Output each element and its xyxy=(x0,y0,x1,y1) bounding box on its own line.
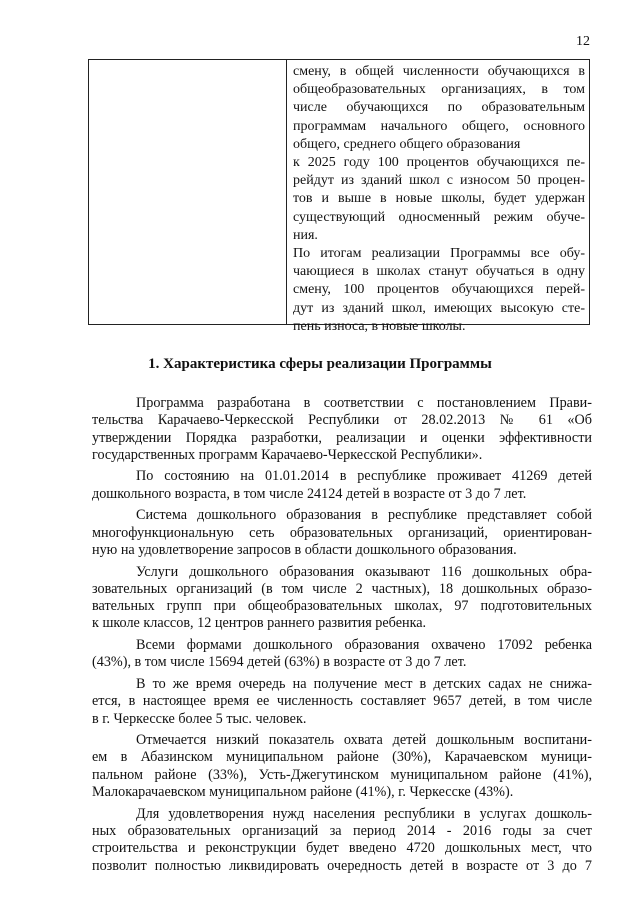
body-line: утверждении Порядка разработки, реализации и оценки эффективности xyxy=(92,429,592,446)
body-line: государственных программ Карачаево-Черкесской Республики». xyxy=(92,446,483,463)
body-line: Всеми формами дошкольного образования охвачено 17092 ребенка xyxy=(136,637,592,654)
body-paragraph xyxy=(92,637,592,672)
table-cell-line: чающиеся в школах станут обучаться в одну xyxy=(293,264,585,280)
section-body xyxy=(92,395,592,879)
body-line: Отмечается низкий показатель охвата детей дошкольным воспитани- xyxy=(136,732,592,749)
table-cell-line: рейдут из зданий школ с износом 50 процен- xyxy=(293,173,585,189)
table-cell-line: смену, 100 процентов обучающихся перей- xyxy=(293,282,585,298)
body-line: Система дошкольного образования в республике представляет собой xyxy=(136,507,592,524)
body-line: ется, в настоящее время ее численность составляет 9657 детей, в том числе xyxy=(92,693,592,710)
table-cell-line: существующий односменный режим обуче- xyxy=(293,209,585,225)
body-line: Для удовлетворения нужд населения республики в услугах дошколь- xyxy=(136,805,592,822)
continuation-table xyxy=(88,59,590,334)
section-heading: 1. Характеристика сферы реализации Программы xyxy=(148,356,492,372)
body-line: ем в Абазинском муниципальном районе (30%), Карачаевском муници- xyxy=(92,749,592,766)
page-number: 12 xyxy=(576,34,590,49)
body-line: в г. Черкесске более 5 тыс. человек. xyxy=(92,710,307,727)
body-line: По состоянию на 01.01.2014 в республике проживает 41269 детей xyxy=(136,468,592,485)
body-line: Программа разработана в соответствии с постановлением Прави- xyxy=(136,395,592,411)
body-line: ную на удовлетворение запросов в области дошкольного образования. xyxy=(92,541,517,558)
table-cell-line: числе обучающихся по образовательным xyxy=(293,100,585,116)
body-line: к школе классов, 12 центров раннего развития ребенка. xyxy=(92,615,427,632)
table-cell-line: тов и выше в новые школы, будет удержан xyxy=(293,191,585,207)
table-cell-line: пень износа, в новые школы. xyxy=(293,318,466,334)
table-column-divider xyxy=(286,60,287,324)
body-paragraph xyxy=(92,564,592,633)
body-paragraph xyxy=(92,507,592,559)
table-cell-line: к 2025 году 100 процентов обучающихся пе- xyxy=(293,155,585,171)
table-cell-line: программам начального общего, основного xyxy=(293,118,585,134)
table-cell-line: дут из зданий школ, имеющих высокую сте- xyxy=(293,300,585,316)
body-line: пальном районе (33%), Усть-Джегутинском муниципальном районе (41%), xyxy=(92,766,592,783)
table-cell-line: общеобразовательных организациях, в том xyxy=(293,82,585,98)
body-line: зовательных организаций (в том числе 2 частных), 18 дошкольных образо- xyxy=(92,580,592,597)
body-line: строительства и реконструкции будет введено 4720 дошкольных мест, что xyxy=(92,840,592,857)
table-cell-line: общего, среднего общего образования xyxy=(293,136,521,152)
body-line: (43%), в том числе 15694 детей (63%) в возрасте от 3 до 7 лет. xyxy=(92,654,467,671)
body-line: позволит полностью ликвидировать очередность детей в возрасте от 3 до 7 xyxy=(92,857,592,874)
body-paragraph xyxy=(92,806,592,875)
body-line: дошкольного возраста, в том числе 24124 детей в возрасте от 3 до 7 лет. xyxy=(92,485,527,502)
table-cell-line: По итогам реализации Программы все обу- xyxy=(293,246,585,262)
body-paragraph xyxy=(92,676,592,728)
table-cell-line: ния. xyxy=(293,227,318,243)
body-line: вательных групп при общеобразовательных школах, 97 подготовительных xyxy=(92,598,592,615)
body-line: ных образовательных организаций за период 2014 - 2016 годы за счет xyxy=(92,822,592,839)
body-line: Малокарачаевском муниципальном районе (41%), г. Черкесске (43%). xyxy=(92,784,514,801)
body-line: Услуги дошкольного образования оказывают 116 дошкольных обра- xyxy=(136,563,592,580)
body-paragraph xyxy=(92,468,592,503)
body-line: многофункциональную сеть образовательных организаций, ориентирован- xyxy=(92,524,592,541)
body-line: В то же время очередь на получение мест в детских садах не снижа- xyxy=(136,675,592,692)
table-right-cell xyxy=(293,63,585,336)
body-line: тельства Карачаево-Черкесской Республики от 28.02.2013 № 61 «Об xyxy=(92,412,592,429)
body-paragraph xyxy=(92,732,592,801)
table-cell-line: смену, в общей численности обучающихся в xyxy=(293,64,585,79)
body-paragraph xyxy=(92,395,592,464)
